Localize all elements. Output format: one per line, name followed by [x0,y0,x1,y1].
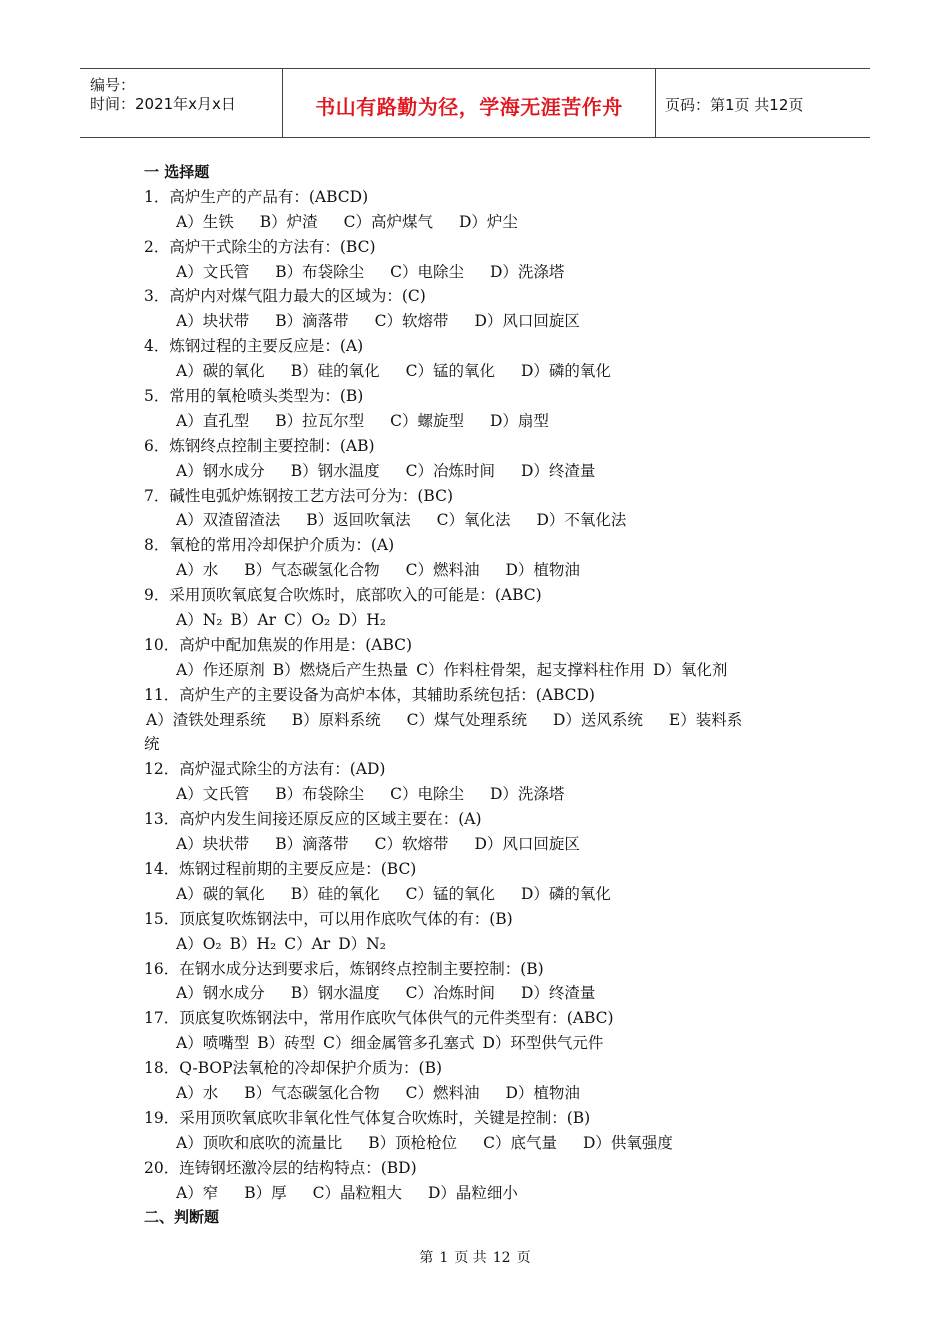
question-options [144,1131,824,1156]
option-continuation: 统 [144,735,160,754]
question-options [144,782,824,807]
time-label: 时间：2021年x月x日 [90,95,236,113]
option-item: A）喷嘴型 [176,1034,250,1053]
option-item: D）H₂ [338,611,386,630]
question-text: 10．高炉中配加焦炭的作用是：(ABC) [144,635,413,654]
option-item: C）煤气处理系统 [406,710,527,729]
option-item: C）细金属管多孔塞式 [323,1034,475,1053]
question-options [144,309,824,334]
option-item: D）晶粒细小 [427,1183,518,1202]
option-item: C）O₂ [283,611,331,630]
option-item: C）电除尘 [390,262,464,281]
question-text: 8．氧枪的常用冷却保护介质为：(A) [144,536,395,555]
option-item: C）冶炼时间 [405,984,495,1003]
option-item: A）作还原剂 [176,660,265,679]
question-text: 15．顶底复吹炼钢法中，可以用作底吹气体的有：(B) [144,909,513,928]
option-item: D）环型供气元件 [482,1034,604,1053]
option-item: D）磷的氧化 [520,362,611,381]
question-text: 5．常用的氧枪喷头类型为：(B) [144,387,364,406]
option-item: D）终渣量 [520,984,596,1003]
question-text: 7．碱性电弧炉炼钢按工艺方法可分为：(BC) [144,486,453,505]
footer-total: 12 [492,1250,511,1266]
question-options [144,658,824,683]
option-item: A）O₂ [176,934,222,953]
option-item: B）钢水温度 [290,461,380,480]
question-options [144,508,824,533]
option-item: D）洗涤塔 [489,262,565,281]
question-options [144,608,824,633]
question-options [144,882,824,907]
question-options [144,832,824,857]
option-item: C）螺旋型 [390,411,464,430]
option-item: D）不氧化法 [536,511,627,530]
footer-page: 1 [439,1250,449,1266]
section-title-choice: 一 选择题 [144,163,210,181]
option-item: B）炉渣 [259,212,318,231]
footer-suffix: 页 [516,1250,531,1266]
option-item: C）Ar [284,934,331,953]
option-item: D）氧化剂 [652,660,728,679]
question-options [144,1181,824,1206]
option-item: D）风口回旋区 [474,312,580,331]
question-options [144,1031,824,1056]
option-item: A）顶吹和底吹的流量比 [176,1133,343,1152]
option-item: B）返回吹氧法 [306,511,411,530]
option-item: D）N₂ [338,934,386,953]
question-options [144,359,824,384]
option-item: D）送风系统 [552,710,643,729]
question-text: 1．高炉生产的产品有：(ABCD) [144,187,369,206]
question-text: 12．高炉湿式除尘的方法有：(AD) [144,760,386,779]
option-item: A）N₂ [176,611,223,630]
question-options [144,981,824,1006]
option-item: C）软熔带 [374,312,449,331]
option-item: D）磷的氧化 [520,884,611,903]
question-options [144,409,824,434]
document-body [144,160,824,1230]
footer-prefix: 第 [419,1250,434,1266]
serial-label: 编号： [90,76,136,94]
question-text: 18．Q-BOP法氧枪的冷却保护介质为：(B) [144,1059,443,1078]
header-center-cell [282,69,656,137]
option-item: D）风口回旋区 [474,835,580,854]
question-text: 4．炼钢过程的主要反应是：(A) [144,337,364,356]
option-item: A）双渣留渣法 [176,511,281,530]
option-item: B）布袋除尘 [275,785,365,804]
header-table [80,68,870,138]
question-text: 20．连铸钢坯激冷层的结构特点：(BD) [144,1158,417,1177]
option-item: A）渣铁处理系统 [146,710,266,729]
question-text: 17．顶底复吹炼钢法中，常用作底吹气体供气的元件类型有：(ABC) [144,1009,614,1028]
option-item: B）原料系统 [291,710,381,729]
option-item: B）滴落带 [275,835,349,854]
header-right-cell [655,69,870,137]
option-item: A）碳的氧化 [176,362,265,381]
section-title-judgement: 二、判断题 [144,1208,220,1227]
question-text: 16．在钢水成分达到要求后，炼钢终点控制主要控制：(B) [144,959,544,978]
option-item: C）高炉煤气 [343,212,433,231]
option-item: A）钢水成分 [176,461,265,480]
question-text: 13．高炉内发生间接还原反应的区域主要在：(A) [144,810,482,829]
option-item: B）厚 [244,1183,287,1202]
question-options [144,1081,824,1106]
option-item: A）窄 [176,1183,219,1202]
option-item: C）锰的氧化 [405,362,495,381]
option-item: D）供氧强度 [582,1133,673,1152]
page-footer [0,1247,950,1267]
question-options [144,210,824,235]
option-item: A）块状带 [176,835,250,854]
question-text: 2．高炉干式除尘的方法有：(BC) [144,237,376,256]
option-item: D）终渣量 [520,461,596,480]
option-item: B）钢水温度 [290,984,380,1003]
option-item: B）布袋除尘 [275,262,365,281]
option-item: C）氧化法 [436,511,511,530]
option-item: B）硅的氧化 [290,884,380,903]
option-item: B）砖型 [257,1034,316,1053]
option-item: C）冶炼时间 [405,461,495,480]
option-item: C）作料柱骨架，起支撑料柱作用 [416,660,645,679]
option-item: D）洗涤塔 [489,785,565,804]
question-list [144,185,824,1206]
question-text: 11．高炉生产的主要设备为高炉本体，其辅助系统包括：(ABCD) [144,685,595,704]
question-text: 9．采用顶吹氧底复合吹炼时，底部吹入的可能是：(ABC) [144,586,542,605]
header-left-cell [80,69,282,137]
option-item: C）燃料油 [405,1083,480,1102]
option-item: D）扇型 [489,411,549,430]
option-item: A）直孔型 [176,411,250,430]
option-item: B）硅的氧化 [290,362,380,381]
option-item: B）滴落带 [275,312,349,331]
option-item: A）块状带 [176,312,250,331]
question-options [144,932,824,957]
option-item: C）软熔带 [374,835,449,854]
motto: 书山有路勤为径，学海无涯苦作舟 [315,95,623,119]
footer-mid: 页 共 [454,1250,487,1266]
option-item: A）碳的氧化 [176,884,265,903]
option-item: B）顶枪枪位 [368,1133,458,1152]
option-item: C）晶粒粗大 [312,1183,402,1202]
option-item: D）植物油 [505,561,580,580]
option-item: B）燃烧后产生热量 [272,660,409,679]
question-options [144,558,824,583]
option-item: B）气态碳氢化合物 [244,561,380,580]
option-item: C）燃料油 [405,561,480,580]
option-item: B）Ar [230,611,276,630]
option-item: A）生铁 [176,212,234,231]
question-text: 6．炼钢终点控制主要控制：(AB) [144,436,375,455]
option-item: C）电除尘 [390,785,464,804]
option-item: A）水 [176,561,219,580]
option-item: B）拉瓦尔型 [275,411,365,430]
option-item: C）底气量 [483,1133,557,1152]
question-text: 3．高炉内对煤气阻力最大的区域为：(C) [144,287,426,306]
option-item: A）钢水成分 [176,984,265,1003]
option-item: B）气态碳氢化合物 [244,1083,380,1102]
option-item: E）装料系 [668,710,743,729]
question-text: 14．炼钢过程前期的主要反应是：(BC) [144,859,417,878]
option-item: D）炉尘 [458,212,518,231]
option-item: A）文氏管 [176,785,250,804]
option-item: A）水 [176,1083,219,1102]
question-text: 19．采用顶吹氧底吹非氧化性气体复合吹炼时，关键是控制：(B) [144,1108,591,1127]
question-options [144,708,824,733]
page-info: 页码：第1页 共12页 [665,96,804,114]
question-options [144,260,824,285]
question-options [144,459,824,484]
option-item: C）锰的氧化 [405,884,495,903]
option-item: B）H₂ [229,934,277,953]
option-item: A）文氏管 [176,262,250,281]
option-item: D）植物油 [505,1083,580,1102]
